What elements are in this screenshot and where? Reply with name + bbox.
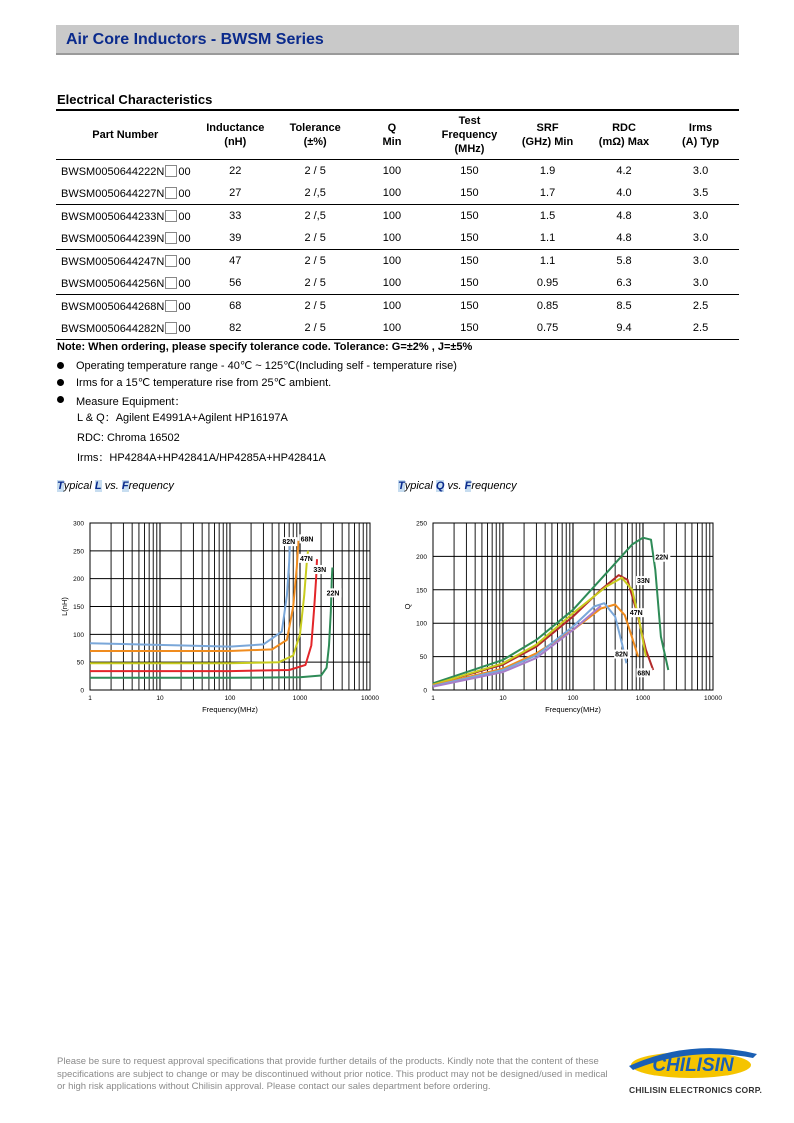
cell-rdc: 9.4	[586, 317, 662, 340]
cell-ind: 82	[195, 317, 277, 340]
cell-freq: 150	[430, 317, 510, 340]
y-tick-label: 150	[73, 604, 84, 611]
x-tick-label: 10000	[360, 695, 380, 702]
column-header-tolerance	[276, 110, 354, 160]
part-number-suffix: 00	[178, 232, 191, 245]
bullet-icon	[57, 396, 64, 403]
chart-title-l-text1: ypical	[63, 480, 95, 492]
header-line: Min	[382, 136, 402, 148]
bullet-irms	[57, 376, 747, 393]
q-vs-frequency-chart	[398, 515, 728, 720]
chilisin-logo	[627, 1048, 767, 1098]
column-header-part-number	[56, 110, 195, 160]
column-header-srf	[509, 110, 586, 160]
chart-title-q	[398, 480, 517, 492]
cell-ind: 56	[195, 272, 277, 295]
y-tick-label: 200	[73, 576, 84, 584]
section-title: Electrical Characteristics	[57, 92, 213, 107]
part-number-suffix: 00	[178, 255, 191, 268]
table-row	[56, 205, 739, 228]
part-number-cell	[56, 205, 195, 228]
y-tick-label: 150	[416, 587, 427, 595]
cell-ind: 39	[195, 227, 277, 250]
part-number-suffix: 00	[178, 165, 191, 178]
ordering-note: Note: When ordering, please specify tolerance code. Tolerance: G=±2% , J=±5%	[57, 341, 473, 353]
cell-irms: 3.0	[662, 272, 739, 295]
chart-title-l-text2: vs.	[101, 480, 122, 492]
cell-srf: 1.1	[539, 255, 556, 267]
x-tick-label: 10	[499, 695, 507, 702]
cell-tol: 2 / 5	[304, 300, 326, 312]
tolerance-code-box	[165, 322, 177, 334]
column-header-irms	[662, 110, 739, 160]
part-number-prefix: BWSM0050644282N	[61, 322, 165, 335]
cell-rdc: 6.3	[586, 272, 662, 295]
bullet-icon	[57, 379, 64, 386]
table-row	[56, 160, 739, 183]
column-header-rdc	[586, 110, 662, 160]
table-row	[56, 182, 739, 205]
cell-q: 100	[382, 210, 402, 222]
part-number-prefix: BWSM0050644268N	[61, 300, 165, 313]
cell-irms: 3.0	[692, 255, 709, 267]
header-line: (mΩ) Max	[598, 136, 650, 148]
curve-label-82N: 82N	[615, 651, 628, 659]
footer-disclaimer: Please be sure to request approval specifications that provide further details of the products. Kindly note that the content of these specifications are subject to change or may be discontinued without prior notice. This product may not be designed/used in medical or high risk applications without Chilisin approval. Please contact our sales department before ordering.	[57, 1056, 608, 1092]
cell-irms: 2.5	[662, 317, 739, 340]
page-title: Air Core Inductors - BWSM Series	[66, 31, 324, 48]
equipment-rdc: RDC: Chroma 16502	[77, 432, 180, 444]
tolerance-code-box	[165, 165, 177, 177]
cell-q: 100	[382, 255, 402, 267]
y-tick-label: 100	[416, 620, 427, 628]
part-number-cell	[56, 182, 195, 205]
curve-label-22N: 22N	[326, 590, 340, 598]
cell-q: 100	[382, 300, 402, 312]
table-row	[56, 295, 739, 318]
header-line: Tolerance	[289, 122, 341, 134]
part-number-cell	[56, 272, 195, 295]
chart-title-l-l: L	[94, 480, 102, 492]
curve-label-68N: 68N	[300, 536, 314, 544]
chart-title-q-f: F	[464, 480, 472, 492]
y-tick-label: 0	[80, 687, 84, 695]
x-tick-label: 1	[431, 695, 435, 702]
header-line: (MHz)	[454, 143, 485, 155]
part-number-prefix: BWSM0050644233N	[61, 210, 165, 223]
cell-freq: 150	[460, 210, 479, 222]
bullet-icon	[57, 362, 64, 369]
tolerance-code-box	[165, 255, 177, 267]
cell-ind: 68	[229, 300, 242, 312]
cell-tol: 2 / 5	[276, 272, 354, 295]
cell-tol: 2 / 5	[304, 165, 326, 177]
cell-tol: 2 / 5	[304, 255, 326, 267]
part-number-prefix: BWSM0050644247N	[61, 255, 165, 268]
chart-title-q-text1: ypical	[404, 480, 436, 492]
part-number-cell	[56, 250, 195, 273]
curve-label-47N: 47N	[300, 555, 313, 563]
logo-wordmark: CHILISIN	[652, 1055, 734, 1076]
electrical-characteristics-table	[56, 109, 739, 340]
tolerance-code-box	[165, 232, 177, 244]
y-tick-label: 0	[423, 687, 427, 695]
cell-ind: 33	[229, 210, 242, 222]
cell-tol: 2 /,5	[276, 182, 354, 205]
bullet-measure	[57, 393, 747, 410]
header-line: Frequency	[441, 129, 498, 141]
cell-rdc: 4.0	[586, 182, 662, 205]
table-row	[56, 317, 739, 340]
cell-ind: 22	[229, 165, 242, 177]
cell-freq: 150	[460, 300, 479, 312]
y-tick-label: 50	[76, 659, 84, 667]
header-line: RDC	[612, 122, 636, 134]
chart-title-q-text3: requency	[471, 480, 517, 492]
y-tick-label: 250	[73, 548, 84, 556]
cell-q: 100	[354, 317, 429, 340]
bullet-operating-temp	[57, 359, 747, 376]
header-line: Test	[458, 115, 481, 127]
y-axis-label: L(nH)	[60, 597, 69, 616]
y-tick-label: 50	[419, 654, 427, 662]
tolerance-code-box	[165, 277, 177, 289]
column-header-q-min	[354, 110, 429, 160]
cell-srf: 1.7	[509, 182, 586, 205]
header-line: Inductance	[206, 122, 265, 134]
part-number-cell	[56, 317, 195, 340]
cell-rdc: 4.8	[616, 210, 632, 222]
cell-freq: 150	[430, 182, 510, 205]
cell-irms: 3.0	[662, 227, 739, 250]
cell-ind: 27	[195, 182, 277, 205]
cell-srf: 0.85	[536, 300, 559, 312]
header-line: (nH)	[224, 136, 247, 148]
part-number-prefix: BWSM0050644222N	[61, 165, 165, 178]
cell-srf: 1.1	[509, 227, 586, 250]
inductance-vs-frequency-chart	[55, 515, 385, 720]
table-header-row	[56, 110, 739, 160]
part-number-cell	[56, 295, 195, 318]
curve-label-47N: 47N	[629, 610, 643, 618]
cell-freq: 150	[430, 272, 510, 295]
header-line: (±%)	[303, 136, 327, 148]
cell-freq: 150	[430, 227, 510, 250]
cell-rdc: 5.8	[616, 255, 632, 267]
tolerance-code-box	[165, 300, 177, 312]
y-tick-label: 200	[416, 553, 427, 561]
notes-block	[57, 341, 747, 470]
cell-ind: 47	[229, 255, 242, 267]
bullet-text: Operating temperature range - 40℃ ~ 125℃(Including self - temperature rise)	[76, 360, 457, 372]
cell-freq: 150	[460, 165, 479, 177]
chart-title-l-text3: requency	[128, 480, 174, 492]
part-number-suffix: 00	[178, 210, 191, 223]
header-line: Part Number	[92, 129, 159, 141]
cell-q: 100	[382, 165, 402, 177]
cell-srf: 1.5	[539, 210, 556, 222]
x-tick-label: 100	[224, 695, 236, 702]
cell-irms: 3.0	[692, 210, 709, 222]
logo-mark-icon	[627, 1048, 767, 1084]
x-axis-label: Frequency(MHz)	[202, 705, 258, 714]
cell-rdc: 8.5	[616, 300, 632, 312]
header-line: SRF	[536, 122, 559, 134]
cell-freq: 150	[460, 255, 479, 267]
cell-q: 100	[354, 272, 429, 295]
equipment-lq: L & Q：Agilent E4991A+Agilent HP16197A	[77, 412, 288, 424]
y-tick-label: 300	[73, 520, 84, 528]
x-tick-label: 10000	[703, 695, 723, 702]
x-tick-label: 1000	[635, 695, 651, 702]
header-line: (A) Typ	[682, 136, 720, 148]
curve-label-33N: 33N	[313, 566, 327, 574]
chart-title-q-text2: vs.	[444, 480, 465, 492]
part-number-prefix: BWSM0050644239N	[61, 232, 165, 245]
cell-tol: 2 / 5	[276, 227, 354, 250]
cell-rdc: 4.2	[616, 165, 632, 177]
y-axis-label: Q	[403, 603, 412, 610]
column-header-test-frequency	[430, 110, 510, 160]
chart-title-q-q: Q	[435, 480, 445, 492]
header-line: Q	[387, 122, 397, 134]
table-row	[56, 272, 739, 295]
chart-title-l-f: F	[121, 480, 129, 492]
part-number-prefix: BWSM0050644256N	[61, 277, 165, 290]
cell-irms: 3.5	[662, 182, 739, 205]
curve-label-68N: 68N	[637, 670, 651, 678]
cell-tol: 2 /,5	[304, 210, 326, 222]
table-row	[56, 250, 739, 273]
curve-label-82N: 82N	[282, 539, 296, 547]
header-line: Irms	[688, 122, 713, 134]
equipment-irms: Irms：HP4284A+HP42841A/HP4285A+HP42841A	[77, 452, 326, 464]
tolerance-code-box	[165, 210, 177, 222]
cell-irms: 3.0	[692, 165, 709, 177]
cell-q: 100	[354, 227, 429, 250]
chart-title-q-t: T	[398, 480, 405, 492]
part-number-cell	[56, 160, 195, 183]
x-tick-label: 1	[88, 695, 92, 702]
cell-irms: 2.5	[692, 300, 709, 312]
x-axis-label: Frequency(MHz)	[545, 705, 601, 714]
part-number-suffix: 00	[178, 277, 191, 290]
bullet-text: Measure Equipment：	[76, 396, 186, 408]
part-number-suffix: 00	[178, 300, 191, 313]
cell-tol: 2 / 5	[276, 317, 354, 340]
x-tick-label: 1000	[292, 695, 308, 702]
curve-label-33N: 33N	[636, 578, 650, 586]
page-header	[56, 25, 739, 55]
chart-title-l-t: T	[57, 480, 64, 492]
part-number-suffix: 00	[178, 322, 191, 335]
part-number-suffix: 00	[178, 187, 191, 200]
bullet-text: Irms for a 15℃ temperature rise from 25℃ ambient.	[76, 377, 332, 389]
cell-srf: 1.9	[539, 165, 556, 177]
curve-label-22N: 22N	[655, 554, 669, 562]
company-name: CHILISIN ELECTRONICS CORP.	[629, 1085, 763, 1095]
x-tick-label: 100	[567, 695, 579, 702]
cell-srf: 0.95	[509, 272, 586, 295]
part-number-cell	[56, 227, 195, 250]
y-tick-label: 100	[73, 631, 84, 639]
chart-title-l	[57, 480, 174, 492]
y-tick-label: 250	[416, 520, 427, 528]
cell-srf: 0.75	[509, 317, 586, 340]
x-tick-label: 10	[156, 695, 164, 702]
table-row	[56, 227, 739, 250]
header-line: (GHz) Min	[521, 136, 574, 148]
cell-rdc: 4.8	[586, 227, 662, 250]
tolerance-code-box	[165, 187, 177, 199]
part-number-prefix: BWSM0050644227N	[61, 187, 165, 200]
cell-q: 100	[354, 182, 429, 205]
column-header-inductance	[195, 110, 277, 160]
